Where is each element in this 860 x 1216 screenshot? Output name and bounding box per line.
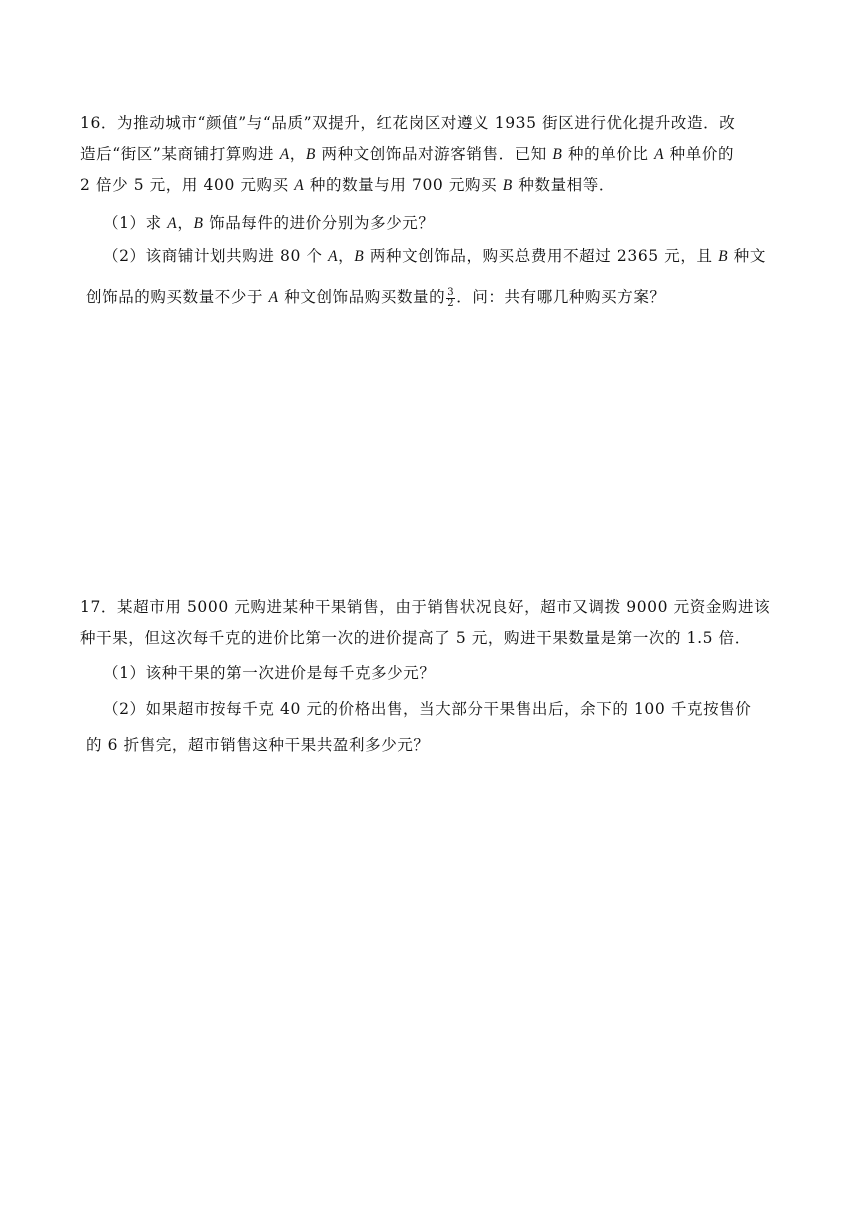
var-b: B (193, 215, 204, 232)
q16-text: 种文创饰品购买数量的 (278, 288, 446, 306)
q16-text: （1）求 (103, 214, 168, 232)
var-a: A (279, 146, 290, 163)
q16-part-1 (103, 213, 435, 234)
q17-part-1 (103, 663, 435, 683)
q16-text: 16．为推动城市“颜值”与“品质”双提升，红花岗区对遵义 1935 街区进行优化提升改造．改 (80, 114, 736, 132)
var-a: A (654, 146, 665, 163)
q17-text: 种干果，但这次每千克的进价比第一次的进价提高了 5 元，购进干果数量是第一次的 1.5 倍． (80, 629, 751, 647)
q16-text: 两种文创饰品，购买总费用不超过 2365 元，且 (364, 247, 719, 265)
q16-text: 饰品每件的进价分别为多少元？ (203, 214, 435, 232)
q16-text: ， (338, 247, 355, 265)
q16-text: ， (177, 214, 194, 232)
q17-line-1 (80, 597, 770, 617)
q16-line-2 (80, 144, 734, 165)
q16-text: ．问：共有哪几种购买方案？ (456, 288, 666, 306)
var-b: B (354, 248, 365, 265)
q16-text: 种的单价比 (562, 145, 655, 163)
q16-part-2-cont (86, 287, 666, 309)
q16-text: 两种文创饰品对游客销售．已知 (315, 145, 553, 163)
q16-text: 2 倍少 5 元，用 400 元购买 (80, 176, 295, 194)
var-a: A (167, 215, 178, 232)
var-b: B (502, 177, 513, 194)
var-a: A (328, 248, 339, 265)
q17-line-2 (80, 628, 751, 648)
q16-text: 造后“街区”某商铺打算购进 (80, 145, 280, 163)
q16-text: 种单价的 (664, 145, 735, 163)
q16-line-1 (80, 113, 735, 133)
q16-text: 种文 (728, 247, 766, 265)
fraction (446, 288, 455, 309)
var-b: B (718, 248, 729, 265)
q16-text: ， (289, 145, 306, 163)
q17-text: 的 6 折售完，超市销售这种干果共盈利多少元？ (86, 736, 430, 754)
q16-text: （2）该商铺计划共购进 80 个 (103, 247, 329, 265)
q17-text: （2）如果超市按每千克 40 元的价格出售，当大部分干果售出后，余下的 100 千克按售价 (103, 700, 752, 718)
q16-text: 种数量相等． (512, 176, 615, 194)
fraction-numerator: 3 (447, 286, 455, 298)
q16-text: 种的数量与用 700 元购买 (304, 176, 503, 194)
fraction-denominator: 2 (447, 297, 455, 309)
var-a: A (294, 177, 305, 194)
var-a: A (268, 289, 279, 306)
var-b: B (552, 146, 563, 163)
q16-part-2 (103, 246, 766, 267)
q17-part-2 (103, 699, 751, 719)
q17-part-2-cont (86, 735, 430, 755)
q16-line-3 (80, 175, 615, 196)
q17-text: （1）该种干果的第一次进价是每千克多少元？ (103, 664, 436, 682)
q16-text: 创饰品的购买数量不少于 (86, 288, 269, 306)
q17-text: 17．某超市用 5000 元购进某种干果销售，由于销售状况良好，超市又调拨 9000 元资金购进该 (80, 598, 771, 616)
var-b: B (305, 146, 316, 163)
